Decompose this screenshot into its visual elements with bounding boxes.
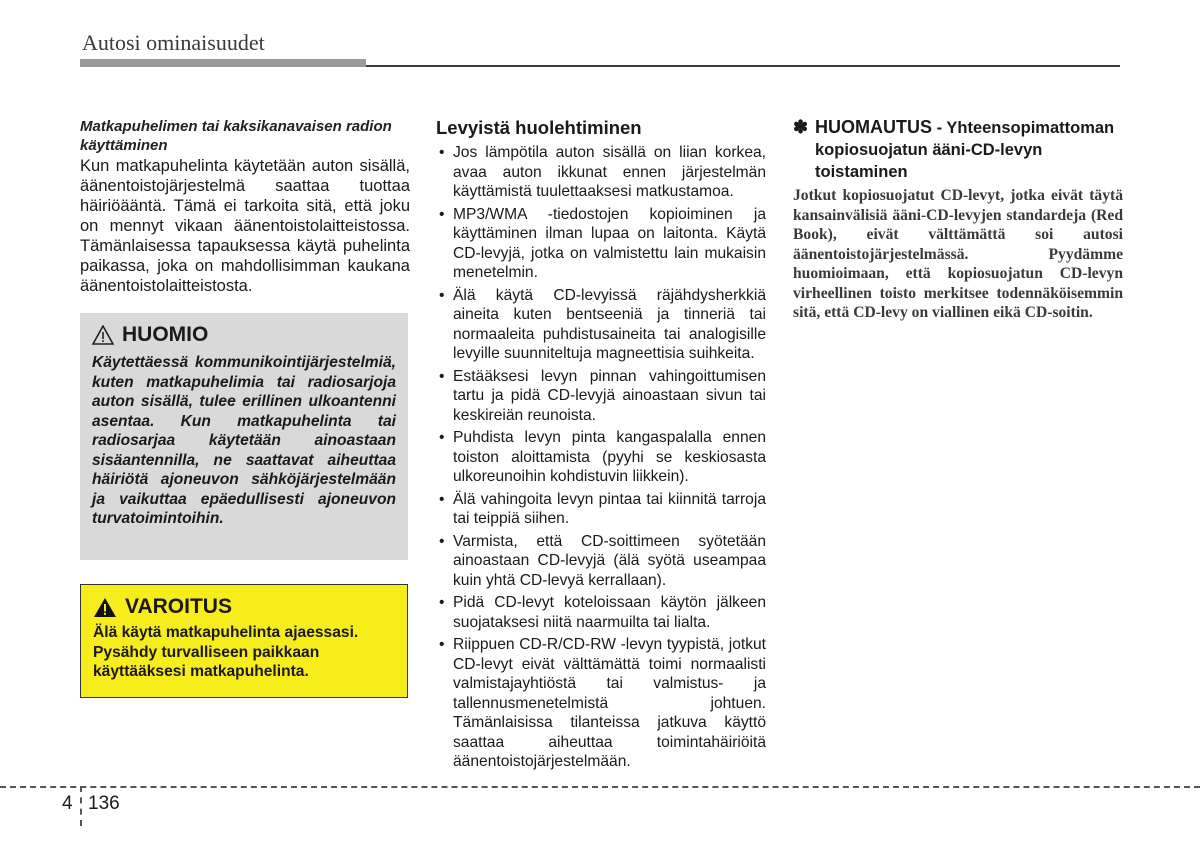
footer-divider [0,786,1200,788]
list-item: • MP3/WMA -tiedostojen kopioiminen ja käyttäminen ilman lupaa on laitonta. Käytä CD-levyjä, jotka on valmistettu lain mukaisin menetelmin. [436,205,766,283]
caution-box [80,313,408,560]
list-item: • Jos lämpötila auton sisällä on liian korkea, avaa auton ikkunat ennen järjestelmän käyttämistä tuulettaaksesi matkustamoa. [436,143,766,202]
caution-title-row [92,323,396,347]
note-subtitle: - Yhteensopimattoman kopiosuojatun ääni-CD-levyn toistaminen [815,119,1115,181]
note-title [793,117,1123,183]
asterisk-icon: ✽ [793,117,809,137]
care-bullet-list [436,143,766,772]
header-rule-thin [366,65,1120,67]
warning-box [80,584,408,698]
warning-icon [93,597,117,618]
warning-title-row [93,595,395,619]
note-body: Jotkut kopiosuojatut CD-levyt, jotka eivät täytä kansainvälisiä ääni-CD-levyjen standardeja (Red Book), eivät välttämättä soi autosi äänentoistojärjestelmässä. Pyydämme huomioimaan, että kopiosuojatun CD-levyn virheellinen toisto merkitsee todennäköisemmin sitä, että CD-levy on viallinen eikä CD-soitin. [793,187,1123,321]
column-right [793,117,1123,323]
list-item: • Älä käytä CD-levyissä räjähdysherkkiä aineita kuten bentseeniä ja tinneriä tai normaaleita puhdistusaineita tai analogisille levyille suunniteltuja magneettisia suihkeita. [436,286,766,364]
note-title-label: HUOMAUTUS [815,117,932,137]
header-rule-thick [80,59,366,67]
section-subheading: Matkapuhelimen tai kaksikanavaisen radion käyttäminen [80,118,392,154]
chapter-number: 4 [62,793,73,814]
warning-body: Älä käytä matkapuhelinta ajaessasi. Pysähdy turvalliseen paikkaan käyttääksesi matkapuhelinta. [93,624,359,680]
caution-title: HUOMIO [122,323,209,346]
column-middle [436,117,766,775]
warning-title: VAROITUS [125,595,232,618]
list-item: • Varmista, että CD-soittimeen syötetään ainoastaan CD-levyjä (älä syötä useampaa kuin yhtä CD-levyä kerrallaan). [436,532,766,591]
list-item: • Älä vahingoita levyn pintaa tai kiinnitä tarroja tai teippiä siihen. [436,490,766,529]
section-title: Levyistä huolehtiminen [436,117,642,138]
list-item: • Pidä CD-levyt koteloissaan käytön jälkeen suojataksesi niitä naarmuilta tai lialta. [436,593,766,632]
list-item: • Riippuen CD-R/CD-RW -levyn tyypistä, jotkut CD-levyt eivät välttämättä toimi normaalisti valmistajayhtiöstä tai valmistus- ja tallennusmenetelmistä johtuen. Tämänlaisissa tilanteissa jatkuva käyttö saattaa aiheuttaa toimintahäiriöitä äänentoistojärjestelmään. [436,635,766,772]
list-item: • Estääksesi levyn pinnan vahingoittumisen tartu ja pidä CD-levyjä ainoastaan sivun tai keskireiän reunoista. [436,367,766,426]
list-item: • Puhdista levyn pinta kangaspalalla ennen toiston aloittamista (pyyhi se keskiosasta ulkoreunoihin kohdistuvin liikkein). [436,428,766,487]
caution-body: Käytettäessä kommunikointijärjestelmiä, kuten matkapuhelimia tai radiosarjoja auton sisällä, tulee erillinen ulkoantenni asentaa. Kun matkapuhelinta tai radiosarjaa käytetään ainoastaan sisäantennilla, ne saattavat aiheuttaa häiriötä ajoneuvon sähköjärjestelmään ja vaikuttaa epäedullisesti ajoneuvon turvatoimintoihin. [92,354,396,527]
column-left [80,117,410,296]
page-number: 136 [88,793,120,814]
page-header-title: Autosi ominaisuudet [82,30,265,55]
section-paragraph: Kun matkapuhelinta käytetään auton sisällä, äänentoistojärjestelmä saattaa tuottaa häiriöääntä. Tämä ei tarkoita sitä, että joku on mennyt vikaan äänentoistolaitteistossa. Tämänlaisessa tapauksessa käytä puhelinta paikassa, joka on mahdollisimman kaukana äänentoistolaitteistosta. [80,157,410,295]
caution-icon [92,325,114,345]
footer-vertical-divider [80,786,82,826]
